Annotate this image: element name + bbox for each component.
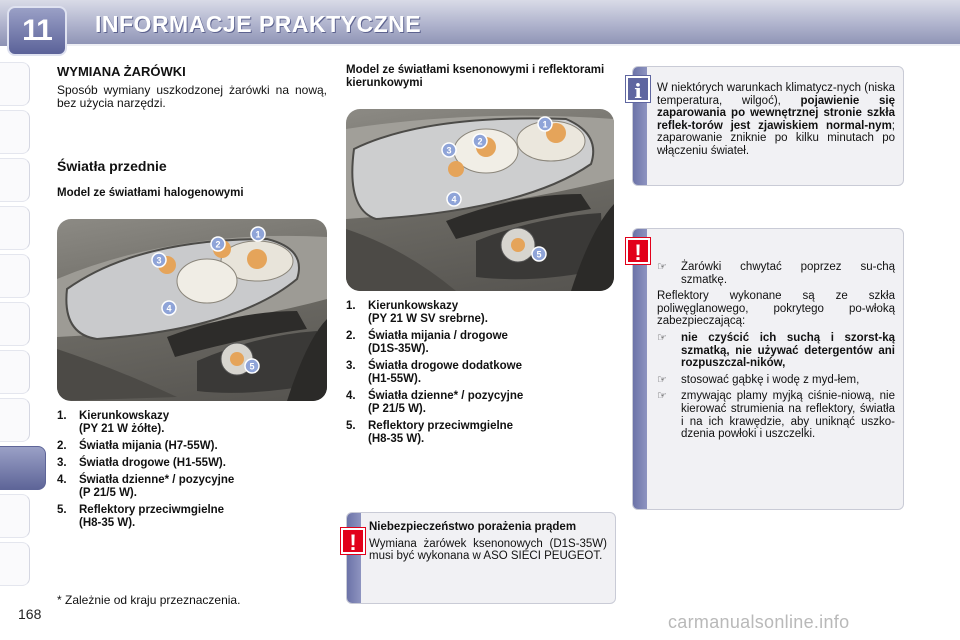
list-item: 5. Reflektory przeciwmgielne (H8-35 W). [57, 504, 225, 529]
chapter-tab[interactable] [0, 254, 30, 298]
svg-text:3: 3 [446, 145, 452, 156]
svg-text:4: 4 [451, 194, 457, 205]
halogen-bulb-list [57, 410, 337, 534]
callout-badge [531, 246, 547, 267]
chapter-tab[interactable] [0, 302, 30, 346]
xenon-bulb-list [346, 300, 616, 450]
care-warning-box [632, 228, 904, 510]
list-item: 4. Światła dzienne* / pozycyjne (P 21/5 W). [346, 390, 524, 415]
list-item: 3. Światła drogowe dodatkowe (H1-55W). [346, 360, 522, 385]
pointing-hand-icon: ☞ [657, 331, 667, 344]
callout-badge [472, 133, 488, 154]
bullet-item: ☞ Żarówki chwytać poprzez su-chą szmatkę. [657, 261, 895, 286]
svg-text:2: 2 [215, 239, 221, 250]
electric-shock-warning-box [346, 512, 616, 604]
page-title: INFORMACJE PRAKTYCZNE [95, 11, 422, 37]
box-stripe [633, 229, 647, 509]
danger-text: Wymiana żarówek ksenonowych (D1S-35W) musi być wykonana w ASO SIECI PEUGEOT. [369, 537, 607, 563]
callout-badge [446, 191, 462, 212]
section-heading: WYMIANA ŻARÓWKI [57, 64, 186, 79]
bullet-item: ☞ stosować gąbkę i wodę z myd-łem, [657, 373, 860, 386]
list-item: 5. Reflektory przeciwmgielne (H8-35 W). [346, 420, 514, 445]
svg-text:5: 5 [536, 249, 542, 260]
callout-badge [250, 226, 266, 247]
svg-text:3: 3 [156, 255, 162, 266]
callout-badge [161, 300, 177, 321]
bullet-item: ☞ zmywając plamy myjką ciśnie-niową, nie kierować strumienia na reflektory, światła i na ich krawędzie, aby uniknąć uszko-dzenia powłoki i uszczelki. [657, 390, 895, 441]
chapter-tab[interactable] [0, 158, 30, 202]
pointing-hand-icon: ☞ [657, 373, 667, 386]
list-item: 4. Światła dzienne* / pozycyjne (P 21/5 W). [57, 474, 235, 499]
header-divider [55, 44, 960, 47]
callout-badge [244, 358, 260, 379]
intro-text: Sposób wymiany uszkodzonej żarówki na nową, bez użycia narzędzi. [57, 83, 327, 110]
callout-badge [210, 236, 226, 257]
list-item: 2. Światła mijania / drogowe (D1S-35W). [346, 330, 508, 355]
subsection-heading: Światła przednie [57, 158, 167, 174]
svg-text:2: 2 [477, 136, 483, 147]
list-item: 2. Światła mijania (H7-55W). [57, 440, 218, 452]
chapter-tab[interactable] [0, 398, 30, 442]
svg-text:4: 4 [166, 303, 172, 314]
list-item: 3. Światła drogowe (H1-55W). [57, 457, 226, 469]
halogen-headlight-photo [57, 219, 327, 401]
footnote: * Zależnie od kraju przeznaczenia. [57, 593, 241, 607]
info-box [632, 66, 904, 186]
svg-text:1: 1 [255, 229, 261, 240]
chapter-tab[interactable] [0, 62, 30, 106]
callout-badge [537, 116, 553, 137]
chapter-tab[interactable] [0, 206, 30, 250]
list-item: 1. Kierunkowskazy (PY 21 W SV srebrne). [346, 300, 488, 325]
chapter-tab[interactable] [0, 494, 30, 538]
care-warning-content [657, 259, 895, 441]
callout-badge [151, 252, 167, 273]
chapter-tab-strip [0, 62, 34, 582]
svg-text:5: 5 [249, 361, 255, 372]
xenon-model-heading: Model ze światłami ksenonowymi i reflektorami kierunkowymi [346, 64, 605, 89]
halogen-model-heading: Model ze światłami halogenowymi [57, 187, 244, 199]
pointing-hand-icon: ☞ [657, 390, 667, 403]
svg-text:1: 1 [542, 119, 548, 130]
warning-icon: ! [626, 238, 650, 264]
page-number: 168 [18, 606, 42, 622]
box-stripe [347, 513, 361, 603]
danger-title: Niebezpieczeństwo porażenia prądem [369, 521, 577, 533]
bullet-item: ☞ nie czyścić ich suchą i szorst-ką szmatką, nie używać detergentów ani rozpuszczal-ników, [657, 331, 895, 370]
pointing-hand-icon: ☞ [657, 261, 667, 273]
chapter-tab[interactable] [0, 542, 30, 586]
chapter-tab[interactable] [0, 110, 30, 154]
watermark: carmanualsonline.info [668, 612, 850, 632]
halogen-headlight-illustration [57, 219, 327, 401]
info-icon: i [626, 76, 650, 102]
chapter-tab-active[interactable] [0, 446, 46, 490]
info-text: W niektórych warunkach klimatycz-nych (niska temperatura, wilgoć), pojawienie się zaparowania po wewnętrznej stronie szkła reflek-torów jest zjawiskiem normal-nym; zaparowanie zniknie po kilku minutach po włączeniu świateł. [657, 82, 895, 157]
callout-badge [441, 142, 457, 163]
chapter-number-badge: 11 [7, 6, 67, 56]
warning-icon: ! [341, 528, 365, 554]
chapter-tab[interactable] [0, 350, 30, 394]
warning-paragraph: Reflektory wykonane są ze szkła poliwęglanowego, pokrytego po-włoką zabezpieczającą: [657, 290, 895, 328]
list-item: 1. Kierunkowskazy (PY 21 W żółte). [57, 410, 170, 435]
